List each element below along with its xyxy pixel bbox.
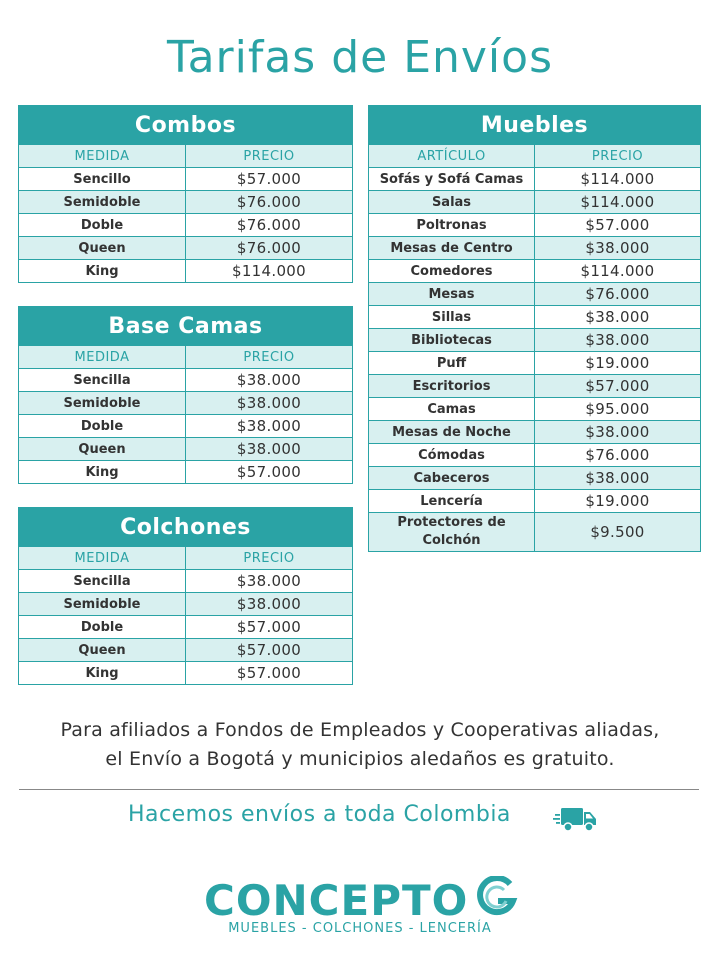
row-name: Puff <box>369 352 535 375</box>
table-row <box>19 369 353 392</box>
table-row <box>19 616 353 639</box>
row-name: Mesas de Centro <box>369 237 535 260</box>
brand-logo-word: CONCEPTO <box>204 876 469 925</box>
row-name: Sillas <box>369 306 535 329</box>
base-camas-col-price: PRECIO <box>186 346 353 369</box>
row-name: King <box>19 662 186 685</box>
table-row <box>369 513 701 552</box>
table-row <box>369 444 701 467</box>
row-price: $57.000 <box>186 168 353 191</box>
divider <box>19 789 699 790</box>
muebles-table <box>368 105 701 552</box>
row-price: $76.000 <box>186 214 353 237</box>
row-name: King <box>19 461 186 484</box>
table-row <box>19 260 353 283</box>
row-name: Cabeceros <box>369 467 535 490</box>
row-name: Doble <box>19 616 186 639</box>
combos-table <box>18 105 353 283</box>
row-price: $57.000 <box>186 639 353 662</box>
row-name: Lencería <box>369 490 535 513</box>
row-price: $19.000 <box>535 352 701 375</box>
table-row <box>369 421 701 444</box>
table-row <box>19 662 353 685</box>
row-name: Sencilla <box>19 369 186 392</box>
row-price: $95.000 <box>535 398 701 421</box>
table-row <box>369 329 701 352</box>
shipping-text: Hacemos envíos a toda Colombia <box>128 802 511 827</box>
table-row <box>369 352 701 375</box>
row-name: Queen <box>19 237 186 260</box>
muebles-col-price: PRECIO <box>535 145 701 168</box>
row-price: $38.000 <box>535 237 701 260</box>
row-price: $114.000 <box>535 191 701 214</box>
row-price: $76.000 <box>535 283 701 306</box>
row-price: $76.000 <box>535 444 701 467</box>
row-name: Sencillo <box>19 168 186 191</box>
row-name: Escritorios <box>369 375 535 398</box>
colchones-table <box>18 507 353 685</box>
table-row <box>19 461 353 484</box>
row-price: $114.000 <box>186 260 353 283</box>
row-name-line2: Colchón <box>422 533 481 548</box>
row-price: $38.000 <box>186 392 353 415</box>
table-row <box>369 283 701 306</box>
table-row <box>369 306 701 329</box>
row-name: Comedores <box>369 260 535 283</box>
row-price: $76.000 <box>186 237 353 260</box>
row-price: $57.000 <box>535 375 701 398</box>
table-row <box>369 260 701 283</box>
row-name: Sofás y Sofá Camas <box>369 168 535 191</box>
brand-tagline: MUEBLES - COLCHONES - LENCERÍA <box>228 921 492 936</box>
row-name: Semidoble <box>19 593 186 616</box>
muebles-title: Muebles <box>369 106 701 145</box>
row-price: $57.000 <box>535 214 701 237</box>
row-name: Doble <box>19 214 186 237</box>
row-price: $57.000 <box>186 662 353 685</box>
row-name: Semidoble <box>19 392 186 415</box>
base-camas-title: Base Camas <box>19 307 353 346</box>
row-price: $9.500 <box>535 513 701 552</box>
page-title: Tarifas de Envíos <box>166 32 553 83</box>
row-price: $57.000 <box>186 461 353 484</box>
row-name: Queen <box>19 438 186 461</box>
row-price: $38.000 <box>535 329 701 352</box>
row-name: Salas <box>369 191 535 214</box>
table-row <box>19 639 353 662</box>
row-price: $38.000 <box>535 306 701 329</box>
table-row <box>19 392 353 415</box>
base-camas-table <box>18 306 353 484</box>
truck-icon <box>553 805 597 833</box>
row-name: Doble <box>19 415 186 438</box>
muebles-col-article: ARTÍCULO <box>369 145 535 168</box>
row-price: $38.000 <box>186 438 353 461</box>
table-row <box>19 168 353 191</box>
table-row <box>19 191 353 214</box>
row-name: Semidoble <box>19 191 186 214</box>
row-price: $38.000 <box>535 467 701 490</box>
table-row <box>369 490 701 513</box>
table-row <box>369 214 701 237</box>
row-name: Cómodas <box>369 444 535 467</box>
row-name: Camas <box>369 398 535 421</box>
row-name: Mesas <box>369 283 535 306</box>
table-row <box>19 593 353 616</box>
row-price: $19.000 <box>535 490 701 513</box>
colchones-title: Colchones <box>19 508 353 547</box>
table-row <box>369 398 701 421</box>
row-price: $57.000 <box>186 616 353 639</box>
colchones-col-measure: MEDIDA <box>19 547 186 570</box>
table-row <box>19 415 353 438</box>
table-row <box>369 168 701 191</box>
row-price: $38.000 <box>186 570 353 593</box>
row-name: Poltronas <box>369 214 535 237</box>
colchones-col-price: PRECIO <box>186 547 353 570</box>
row-price: $76.000 <box>186 191 353 214</box>
row-price: $38.000 <box>535 421 701 444</box>
row-price: $38.000 <box>186 369 353 392</box>
row-name <box>369 513 535 552</box>
table-row <box>369 237 701 260</box>
affiliate-note <box>0 716 720 774</box>
table-row <box>19 438 353 461</box>
table-row <box>369 375 701 398</box>
table-row <box>369 467 701 490</box>
row-name-line1: Protectores de <box>397 515 506 530</box>
table-row <box>369 191 701 214</box>
row-price: $114.000 <box>535 168 701 191</box>
row-name: King <box>19 260 186 283</box>
row-name: Sencilla <box>19 570 186 593</box>
combos-title: Combos <box>19 106 353 145</box>
row-price: $38.000 <box>186 415 353 438</box>
base-camas-col-measure: MEDIDA <box>19 346 186 369</box>
table-row <box>19 237 353 260</box>
row-name: Queen <box>19 639 186 662</box>
row-name: Bibliotecas <box>369 329 535 352</box>
row-price: $38.000 <box>186 593 353 616</box>
row-name: Mesas de Noche <box>369 421 535 444</box>
combos-col-measure: MEDIDA <box>19 145 186 168</box>
affiliate-note-line2: el Envío a Bogotá y municipios aledaños es gratuito. <box>105 748 615 770</box>
concepto-g-logo-icon <box>474 876 518 920</box>
affiliate-note-line1: Para afiliados a Fondos de Empleados y Cooperativas aliadas, <box>60 719 660 741</box>
table-row <box>19 570 353 593</box>
row-price: $114.000 <box>535 260 701 283</box>
combos-col-price: PRECIO <box>186 145 353 168</box>
table-row <box>19 214 353 237</box>
